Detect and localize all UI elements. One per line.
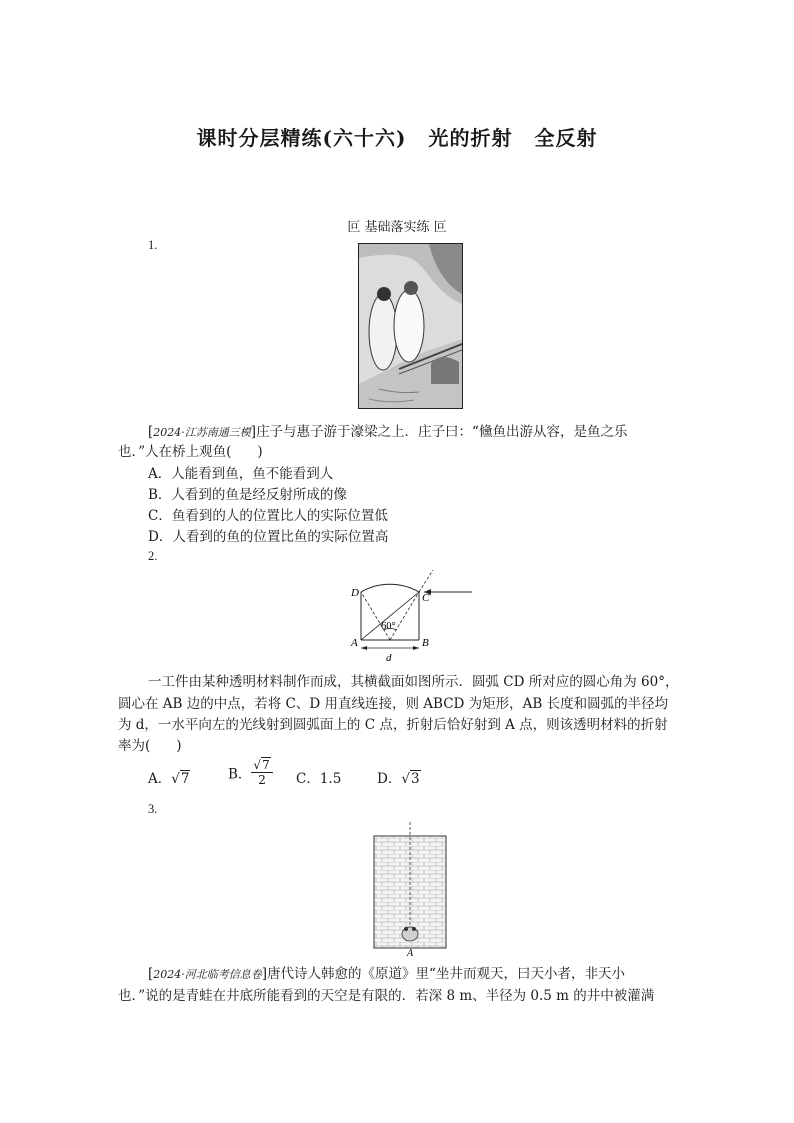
label-angle: 60° <box>381 621 396 632</box>
zhuangzi-illustration <box>358 243 463 409</box>
q3-line1-text: 唐代诗人韩愈的《原道》里“坐井而观天，曰天小者，非天小 <box>267 966 625 982</box>
normal-line <box>419 570 433 592</box>
q2-option-d-label: D． <box>377 771 402 787</box>
label-c: C <box>422 592 430 604</box>
q1-line2-end: ) <box>257 444 263 460</box>
q1-line2 <box>118 442 263 462</box>
q2-option-b-denominator: 2 <box>258 773 266 787</box>
q2-line1: 一工件由某种透明材料制作而成，其横截面如图所示．圆弧 CD 所对应的圆心角为 60°， <box>148 674 679 690</box>
radius-oc <box>390 592 419 640</box>
label-d: D <box>351 587 359 599</box>
q2-option-b-numerator: √7 <box>251 758 272 773</box>
title-sub1: 光的折射 <box>428 126 513 150</box>
q2-line2: 圆心在 AB 边的中点，若将 C、D 用直线连接，则 ABCD 为矩形，AB 长度和圆弧的半径均 <box>118 696 669 712</box>
q2-option-b <box>228 758 273 787</box>
label-b: B <box>422 637 429 649</box>
q2-option-a-label: A． <box>148 771 172 787</box>
arc-cd <box>361 584 419 592</box>
q1-line2-text: 也．”人在桥上观鱼( <box>118 444 232 460</box>
q1-source: 2024·江苏南通三模 <box>153 426 251 439</box>
dimension-arrow-right-icon <box>413 646 419 650</box>
q2-option-d-value: 3 <box>410 771 420 787</box>
q2-line4-text: 率为( <box>118 738 151 754</box>
page-title <box>0 122 794 151</box>
q3-line1: [2024·河北临考信息卷]唐代诗人韩愈的《原道》里“坐井而观天，曰天小者，非天小 <box>148 966 625 982</box>
title-sub2: 全反射 <box>534 126 598 150</box>
question-3-number: 3. <box>148 802 158 816</box>
q2-option-b-num-value: 7 <box>262 758 270 772</box>
label-dim-d: d <box>386 652 392 664</box>
title-main: 课时分层精练(六十六) <box>196 126 407 150</box>
question-2-number: 2. <box>148 549 158 563</box>
q3-source: 2024·河北临考信息卷 <box>153 968 262 981</box>
q2-option-a-value: 7 <box>180 771 190 787</box>
q1-option-a: A．人能看到鱼，鱼不能看到人 <box>148 466 334 482</box>
well-label-a: A <box>407 948 414 958</box>
q1-line1-text: 庄子与惠子游于濠梁之上．庄子曰：“儵鱼出游从容，是鱼之乐 <box>256 424 628 440</box>
refracted-ray <box>361 592 419 640</box>
q2-line4-end: ) <box>176 738 182 754</box>
zhuangzi-illustration-drawing <box>359 244 462 408</box>
q2-option-b-label: B． <box>228 766 252 783</box>
radius-od <box>361 592 390 640</box>
q2-option-b-fraction <box>251 758 272 787</box>
q1-option-d: D．人看到的鱼的位置比鱼的实际位置高 <box>148 529 389 545</box>
q2-option-a: A．√7 <box>148 771 190 787</box>
well-diagram <box>370 822 450 958</box>
dimension-arrow-left-icon <box>361 646 367 650</box>
refraction-diagram <box>340 570 480 665</box>
q1-option-c: C．鱼看到的人的位置比人的实际位置低 <box>148 508 388 524</box>
q2-option-c: C．1.5 <box>296 771 342 787</box>
q3-line2: 也．”说的是青蛙在井底所能看到的天空是有限的．若深 8 m、半径为 0.5 m 的井中被灌满 <box>118 988 655 1004</box>
q1-line1: [2024·江苏南通三模]庄子与惠子游于濠梁之上．庄子曰：“儵鱼出游从容，是鱼之乐 <box>148 424 628 440</box>
label-a: A <box>351 637 358 649</box>
q2-line3: 为 d，一水平向左的光线射到圆弧面上的 C 点，折射后恰好射到 A 点，则该透明材料的折射 <box>118 717 668 733</box>
question-1-number: 1. <box>148 238 158 252</box>
section-heading: 叵 基础落实练 叵 <box>347 220 447 235</box>
q2-option-d: D．√3 <box>377 771 420 787</box>
q1-option-b: B．人看到的鱼是经反射所成的像 <box>148 487 347 503</box>
q2-line4 <box>118 736 182 756</box>
